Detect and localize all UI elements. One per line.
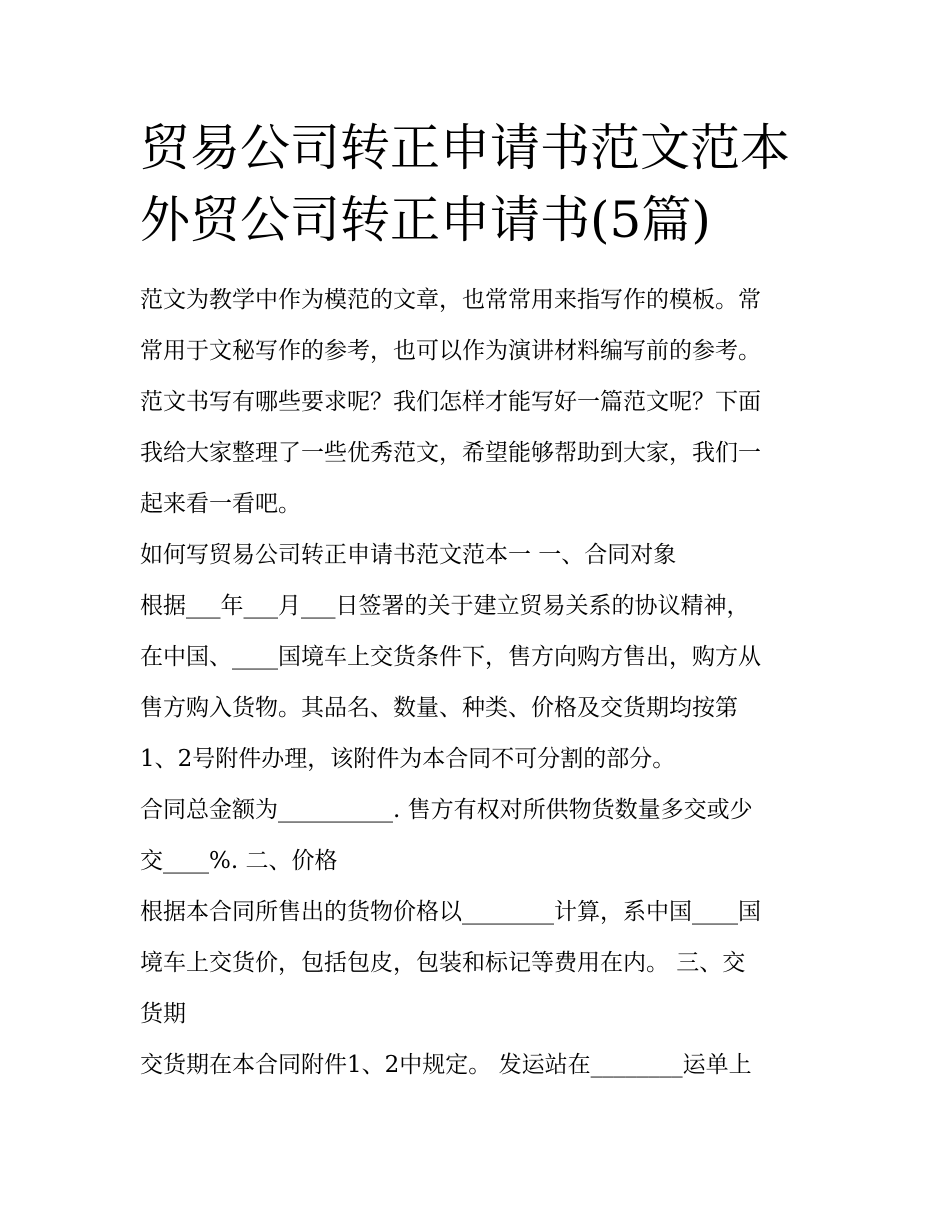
body-line: 根据___年___月___日签署的关于建立贸易关系的协议精神， — [140, 593, 750, 619]
body-line: 售方购入货物。其品名、数量、种类、价格及交货期均按第 — [140, 695, 738, 721]
body-line: 交____%. 二、价格 — [140, 848, 338, 874]
body-line: 在中国、____国境车上交货条件下，售方向购方售出，购方从 — [140, 644, 761, 670]
body-line: 如何写贸易公司转正申请书范文范本一 一、合同对象 — [140, 542, 677, 568]
body-line: 合同总金额为__________. 售方有权对所供物货数量多交或少 — [140, 797, 753, 823]
body-line: 根据本合同所售出的货物价格以________计算，系中国____国 — [140, 899, 761, 925]
body-line: 交货期在本合同附件1、2中规定。 发运站在________运单上 — [140, 1052, 752, 1078]
title-line: 外贸公司转正申请书(5篇) — [140, 191, 711, 249]
document-title — [140, 112, 840, 256]
body-line: 起来看一看吧。 — [140, 491, 301, 517]
body-line: 境车上交货价，包括包皮，包装和标记等费用在内。 三、交 — [140, 950, 746, 976]
body-line: 范文为教学中作为模范的文章，也常常用来指写作的模板。常 — [140, 287, 761, 313]
body-line: 1、2号附件办理，该附件为本合同不可分割的部分。 — [140, 746, 676, 772]
body-line: 范文书写有哪些要求呢？我们怎样才能写好一篇范文呢？下面 — [140, 389, 761, 415]
body-line: 货期 — [140, 1001, 186, 1027]
document-body — [140, 275, 820, 1091]
body-line: 常用于文秘写作的参考，也可以作为演讲材料编写前的参考。 — [140, 338, 761, 364]
title-line: 贸易公司转正申请书范文范本 — [140, 119, 790, 177]
body-line: 我给大家整理了一些优秀范文，希望能够帮助到大家，我们一 — [140, 440, 761, 466]
